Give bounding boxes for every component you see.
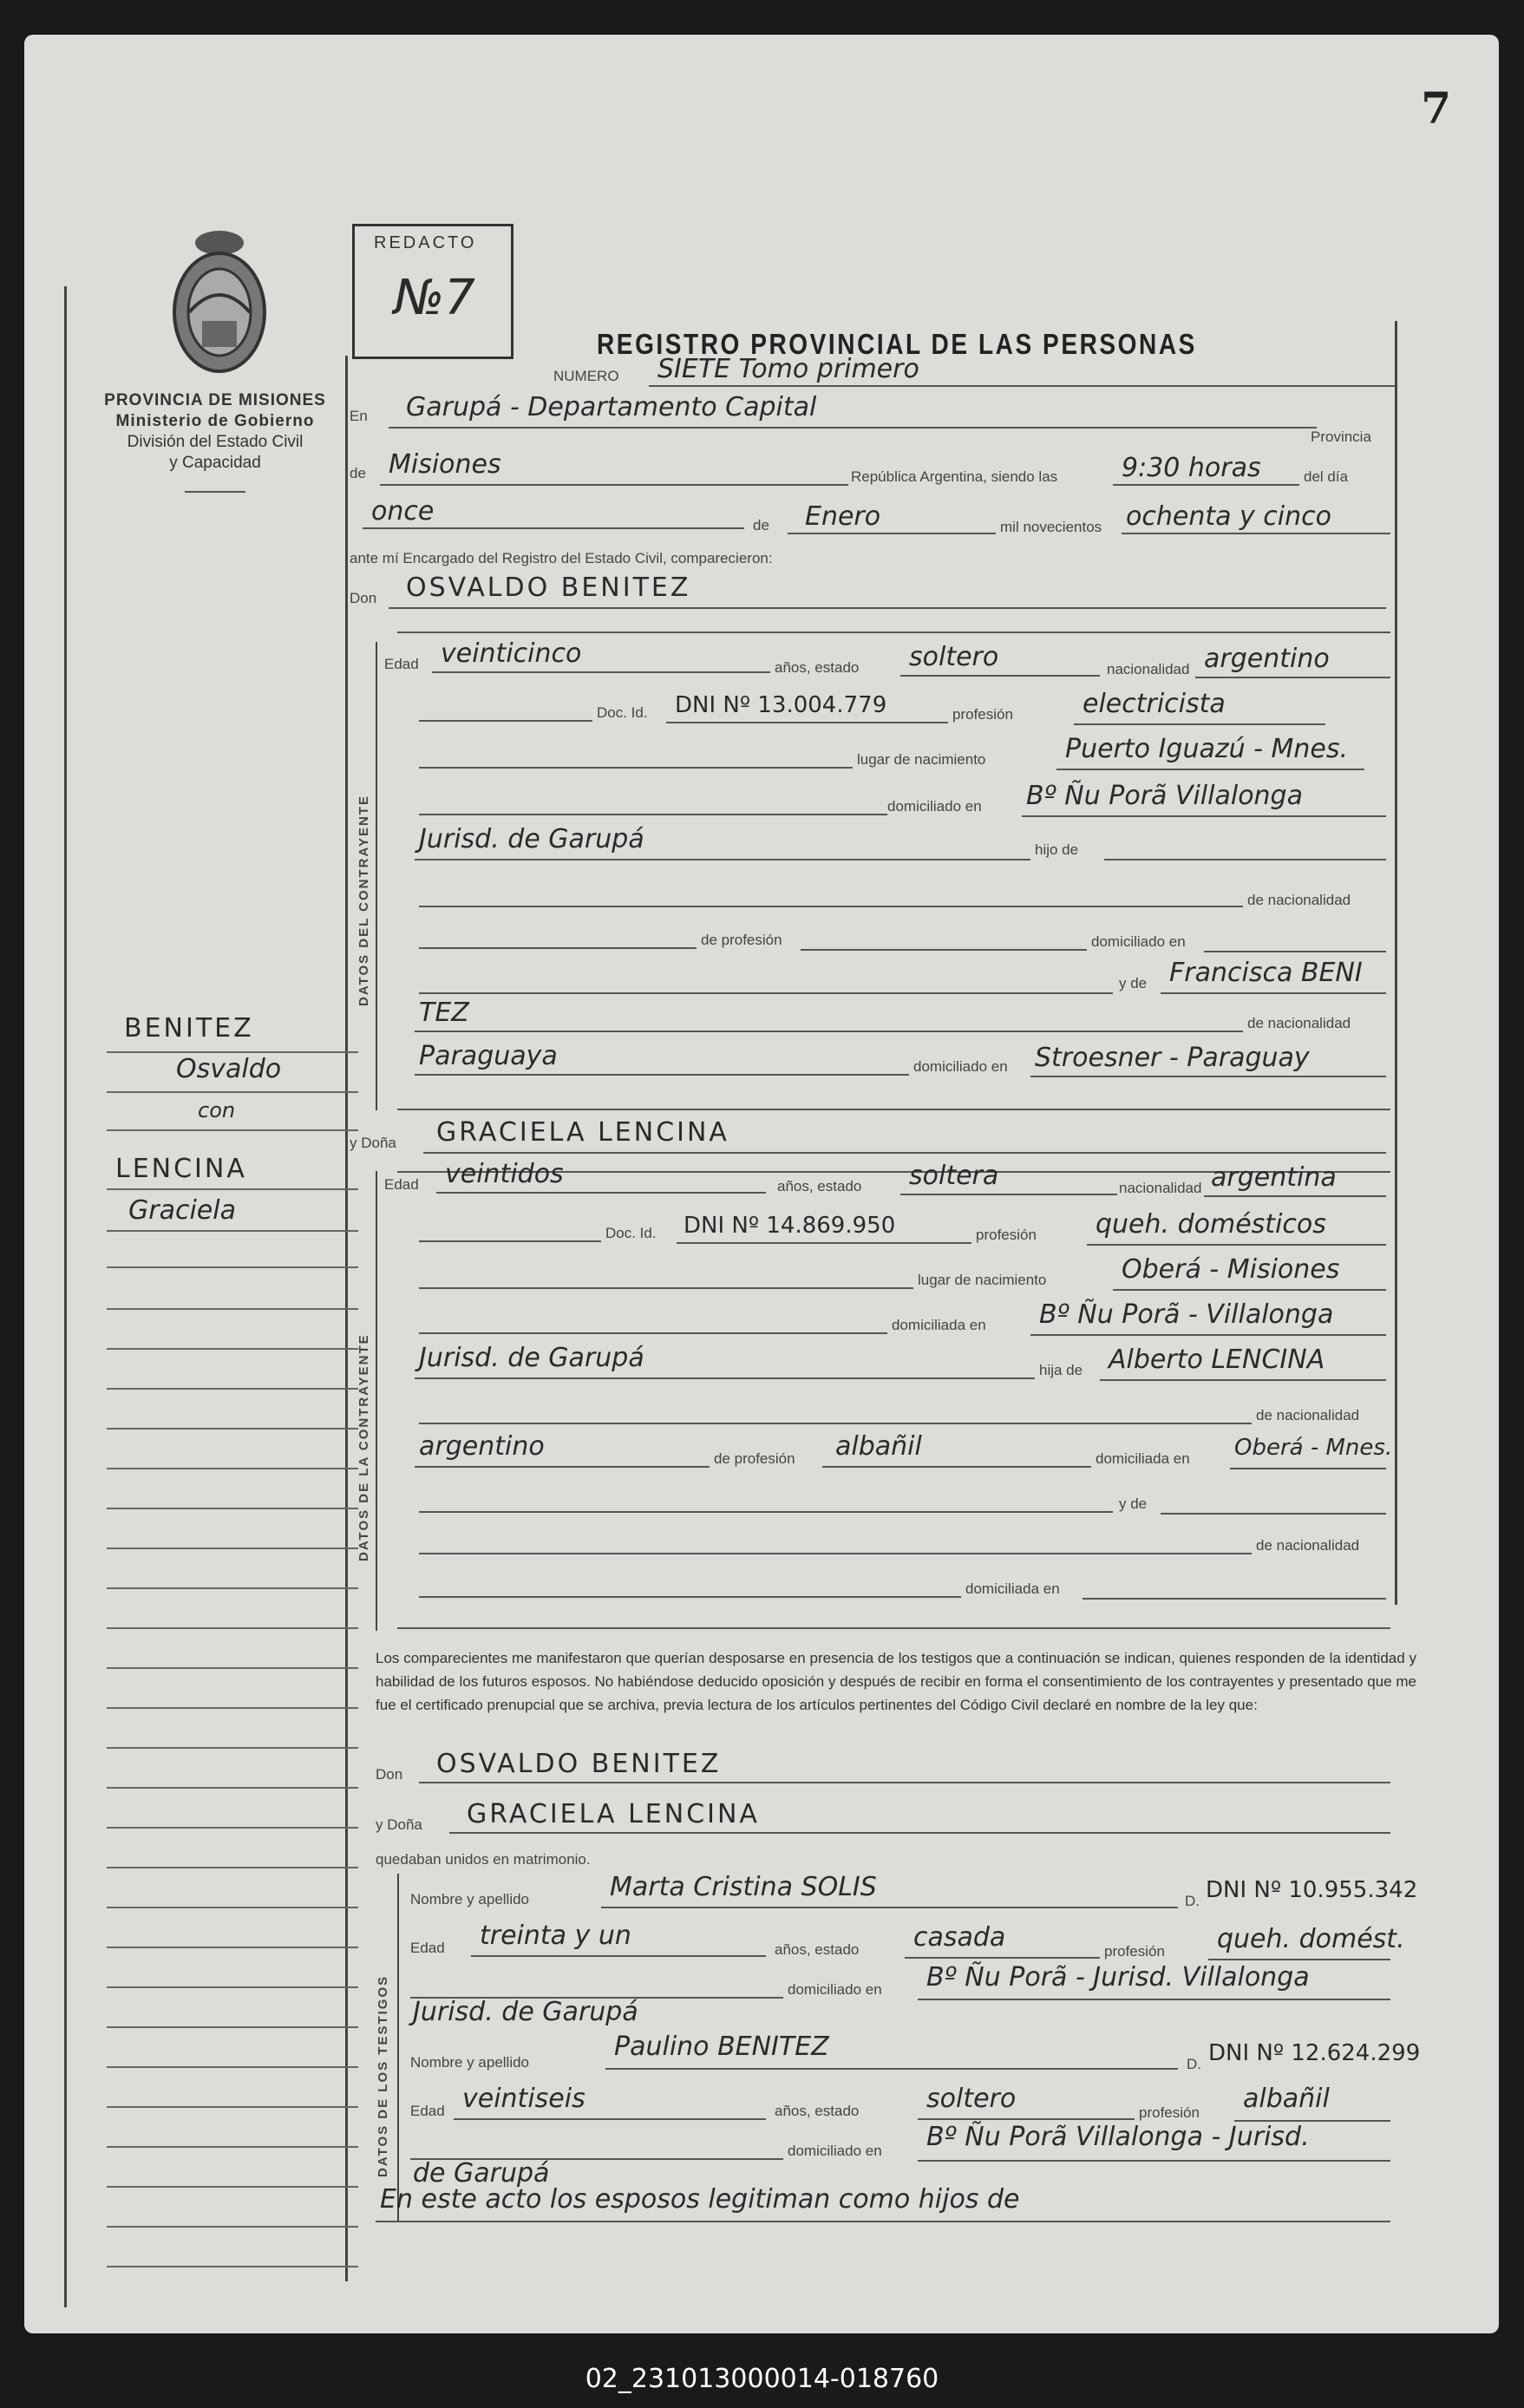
lugar-label: lugar de nacimiento — [857, 751, 986, 768]
madre-nac-value: Paraguaya — [419, 1041, 558, 1071]
margin-rule — [107, 1428, 358, 1430]
rule — [376, 2221, 1390, 2222]
redacto-label: REDACTO — [374, 233, 477, 252]
rule — [454, 2118, 766, 2120]
groom-side-label: DATOS DEL CONTRAYENTE — [356, 795, 371, 1006]
margin-name-1: Osvaldo — [176, 1054, 282, 1084]
dom3-label: domiciliada en — [892, 1317, 986, 1333]
margin-rule — [107, 1129, 358, 1131]
estado2-value: soltera — [909, 1161, 999, 1191]
lugar2-value: Oberá - Misiones — [1122, 1254, 1340, 1285]
provincia-label: Provincia — [1311, 429, 1371, 445]
estado-value: soltero — [909, 642, 999, 672]
org-header — [76, 390, 354, 493]
decl-dona-value: GRACIELA LENCINA — [467, 1799, 760, 1829]
margin-rule — [107, 1308, 358, 1310]
margin-rule — [107, 1827, 358, 1829]
t1-prof-label: profesión — [1104, 1943, 1165, 1960]
division-name: División del Estado Civil — [127, 433, 304, 451]
t2-prof-label: profesión — [1139, 2104, 1200, 2121]
margin-rule — [107, 1348, 358, 1350]
rule — [415, 1074, 909, 1076]
dom2-value: Jurisd. de Garupá — [419, 824, 644, 854]
don-label: Don — [350, 590, 377, 606]
anios-label: años, estado — [775, 659, 860, 676]
don-value: OSVALDO BENITEZ — [406, 573, 691, 603]
edad-value: veinticinco — [441, 638, 582, 669]
margin-rule — [107, 2066, 358, 2068]
unidos-text: quedaban unidos en matrimonio. — [376, 1851, 591, 1868]
de-nac2-label: de nacionalidad — [1247, 1015, 1351, 1031]
en-label: En — [350, 408, 368, 424]
margin-rule — [107, 1747, 358, 1749]
margin-surname-1: BENITEZ — [124, 1013, 254, 1044]
rule — [1113, 484, 1299, 486]
margin-rule — [107, 1388, 358, 1390]
margin-rule — [107, 2266, 358, 2267]
redacto-box — [352, 224, 513, 359]
rule — [788, 533, 996, 534]
padre-nac-value: argentino — [419, 1431, 545, 1462]
t2-name-label: Nombre y apellido — [410, 2054, 530, 2071]
rule — [1104, 859, 1386, 860]
edad2-value: veintidos — [445, 1159, 564, 1189]
rule — [419, 814, 887, 815]
dona-label: y Doña — [350, 1135, 396, 1151]
document-title: REGISTRO PROVINCIAL DE LAS PERSONAS — [597, 328, 1197, 360]
t1-estado-value: casada — [913, 1922, 1006, 1953]
t1-prof-value: queh. domést. — [1217, 1924, 1405, 1954]
margin-con: con — [198, 1098, 236, 1122]
t1-dom-label: domiciliado en — [788, 1981, 882, 1998]
margin-rule — [107, 1091, 358, 1093]
rule — [419, 1287, 913, 1289]
margin-rule — [107, 1907, 358, 1908]
y-de-label: y de — [1119, 975, 1148, 991]
rule — [415, 859, 1030, 860]
prof2-value: queh. domésticos — [1096, 1209, 1326, 1240]
margin-rule — [107, 1707, 358, 1709]
bride-side-label: DATOS DE LA CONTRAYENTE — [356, 1333, 371, 1561]
t1-anios-label: años, estado — [775, 1941, 860, 1958]
rule — [419, 1240, 601, 1242]
nac-label: nacionalidad — [1107, 661, 1190, 677]
t2-anios-label: años, estado — [775, 2103, 860, 2119]
doc-label: Doc. Id. — [597, 704, 648, 721]
rule — [419, 1423, 1252, 1424]
rule — [471, 1955, 766, 1957]
t1-doc-value: DNI Nº 10.955.342 — [1206, 1877, 1418, 1903]
rule — [1230, 1468, 1386, 1469]
margin-rule — [107, 1787, 358, 1789]
t2-name-value: Paulino BENITEZ — [614, 2032, 829, 2062]
ante-label: ante mí Encargado del Registro del Estado Civil, comparecieron: — [350, 550, 773, 566]
margin-rule — [107, 2146, 358, 2148]
madre-value: Francisca BENI — [1169, 958, 1363, 988]
de-prof3-label: de profesión — [714, 1450, 795, 1467]
dom-en4-label: domiciliada en — [965, 1580, 1060, 1597]
rule — [666, 722, 948, 723]
rule — [900, 1194, 1117, 1195]
numero-label: NUMERO — [553, 368, 619, 384]
margin-name-2: Graciela — [128, 1195, 236, 1226]
coat-of-arms-icon — [163, 226, 276, 382]
prof-value: electricista — [1082, 689, 1226, 719]
rule — [1161, 1513, 1386, 1515]
prof2-label: profesión — [976, 1227, 1037, 1243]
dom-en3-label: domiciliada en — [1096, 1450, 1190, 1467]
rule — [649, 385, 1395, 387]
de2-label: de — [753, 517, 769, 533]
doc2-label: Doc. Id. — [605, 1225, 657, 1241]
t2-edad-value: veintiseis — [462, 2084, 585, 2114]
declaration-text: Los comparecientes me manifestaron que querían desposarse en presencia de los testigos que a continuación se indican, quienes responden de la identidad y habilidad de los futuros esposos. No habiéndose deducido oposición y después de recibir en forma el consentimiento de los contrayentes y presentado que me fue el certificado prenupcial que se archiva, previa lectura de los artículos pertinentes del Código Civil declaré en nombre de la ley que: — [376, 1650, 1416, 1713]
rule — [605, 2068, 1178, 2070]
anio-value: ochenta y cinco — [1126, 501, 1331, 532]
nac-value: argentino — [1204, 644, 1330, 674]
dom-label: domiciliado en — [887, 798, 982, 815]
rule — [449, 1832, 1390, 1834]
dom-en2-label: domiciliado en — [913, 1058, 1008, 1075]
rule — [397, 631, 1390, 633]
rule — [601, 1907, 1178, 1908]
rule — [905, 1957, 1100, 1959]
margin-rule — [107, 1188, 358, 1190]
rule — [419, 1553, 1252, 1554]
de-value: Misiones — [389, 449, 501, 480]
en-value: Garupá - Departamento Capital — [406, 392, 817, 422]
de-nac-label: de nacionalidad — [1247, 892, 1351, 908]
t1-edad-label: Edad — [410, 1940, 445, 1956]
madre-dom-value: Stroesner - Paraguay — [1035, 1043, 1310, 1073]
mil-label: mil novecientos — [1000, 519, 1102, 535]
rule — [432, 671, 770, 673]
prof-label: profesión — [952, 706, 1013, 723]
dia-value: once — [371, 496, 435, 527]
rule — [1161, 992, 1386, 994]
page-number: 7 — [1421, 82, 1451, 134]
rule — [1082, 1598, 1386, 1600]
rule — [1056, 769, 1364, 770]
form-right-rule — [1395, 321, 1397, 1605]
t1-name-label: Nombre y apellido — [410, 1891, 530, 1907]
t1-edad-value: treinta y un — [480, 1921, 631, 1951]
lugar2-label: lugar de nacimiento — [918, 1272, 1047, 1288]
margin-rule — [107, 1947, 358, 1948]
rule — [415, 1031, 1243, 1032]
y-de2-label: y de — [1119, 1495, 1148, 1512]
redacto-mark: №7 — [394, 270, 475, 326]
de-label: de — [350, 465, 366, 481]
rule — [918, 1999, 1390, 2000]
margin-rule — [107, 2226, 358, 2228]
rule — [918, 2118, 1135, 2120]
rule — [1030, 1076, 1386, 1077]
anios2-label: años, estado — [777, 1178, 862, 1194]
margin-rule — [107, 1508, 358, 1509]
legitimation-note: En este acto los esposos legitiman como hijos de — [380, 2184, 1020, 2215]
rule — [419, 1782, 1390, 1783]
rule — [1113, 1289, 1386, 1291]
form-left-rule — [345, 356, 348, 2281]
rule — [363, 527, 744, 529]
rule — [1074, 723, 1325, 725]
margin-rule — [107, 1230, 358, 1232]
margin-rule — [107, 1548, 358, 1549]
t2-dom-label: domiciliado en — [788, 2143, 882, 2159]
t2-doc-label: D. — [1187, 2056, 1201, 2072]
rule — [918, 2160, 1390, 2162]
ministry-name: Ministerio de Gobierno — [115, 412, 315, 430]
rule — [419, 906, 1243, 907]
doc2-value: DNI Nº 14.869.950 — [684, 1213, 896, 1239]
rule — [419, 1596, 961, 1598]
capacity-name: y Capacidad — [169, 454, 261, 472]
rule — [1087, 1244, 1386, 1246]
rule — [1022, 815, 1386, 817]
rule — [419, 767, 853, 769]
rule — [1100, 1379, 1386, 1381]
t1-dom-value: Bº Ñu Porã - Jurisd. Villalonga — [926, 1962, 1310, 1992]
nac2-value: argentina — [1211, 1162, 1337, 1193]
t1-doc-label: D. — [1185, 1893, 1200, 1909]
rule — [419, 720, 592, 722]
witness-box-rule — [397, 1874, 399, 2221]
rule — [423, 1152, 1386, 1154]
rule — [415, 1377, 1035, 1379]
edad2-label: Edad — [384, 1176, 419, 1193]
numero-value: SIETE Tomo primero — [657, 354, 919, 384]
de-nac3-label: de nacionalidad — [1256, 1407, 1360, 1423]
hija-label: hija de — [1039, 1362, 1083, 1378]
rule — [900, 675, 1100, 677]
margin-rule — [107, 1867, 358, 1868]
rule — [397, 1627, 1390, 1629]
t2-prof-value: albañil — [1243, 2084, 1330, 2114]
dom3-value: Bº Ñu Porã - Villalonga — [1039, 1299, 1334, 1330]
rule — [677, 1242, 971, 1244]
decl-dona-label: y Doña — [376, 1816, 422, 1833]
margin-rule — [107, 1266, 358, 1268]
rule — [436, 1192, 766, 1194]
rule — [1122, 533, 1390, 534]
rule — [419, 992, 1113, 994]
margin-rule — [107, 1986, 358, 1988]
divider — [185, 491, 245, 493]
de-nac4-label: de nacionalidad — [1256, 1537, 1360, 1554]
madre2-value: TEZ — [419, 998, 469, 1028]
margin-rule — [107, 1051, 358, 1053]
rule — [389, 427, 1317, 429]
groom-box-rule — [376, 642, 377, 1110]
t2-doc-value: DNI Nº 12.624.299 — [1208, 2040, 1421, 2066]
margin-surname-2: LENCINA — [115, 1154, 247, 1184]
t2-dom2-value: de Garupá — [413, 2158, 550, 2189]
lugar-value: Puerto Iguazú - Mnes. — [1065, 734, 1349, 764]
image-id: 02_231013000014-018760 — [585, 2364, 939, 2394]
t1-name-value: Marta Cristina SOLIS — [610, 1872, 877, 1902]
rule — [419, 947, 697, 949]
dona-value: GRACIELA LENCINA — [436, 1117, 729, 1148]
margin-rule — [107, 1468, 358, 1469]
doc-value: DNI Nº 13.004.779 — [675, 692, 887, 718]
edad-label: Edad — [384, 656, 419, 672]
rule — [822, 1466, 1091, 1468]
rule — [419, 1332, 887, 1334]
margin-rule — [107, 2106, 358, 2108]
rule — [415, 1466, 710, 1468]
t1-dom2-value: Jurisd. de Garupá — [413, 1997, 638, 2027]
t2-estado-value: soltero — [926, 2084, 1017, 2114]
dom-en-label: domiciliado en — [1091, 933, 1186, 950]
decl-don-label: Don — [376, 1766, 403, 1783]
margin-rule — [107, 1627, 358, 1629]
hijo-label: hijo de — [1035, 841, 1079, 858]
rule — [1030, 1334, 1386, 1336]
republica-label: República Argentina, siendo las — [851, 468, 1058, 485]
decl-don-value: OSVALDO BENITEZ — [436, 1749, 722, 1779]
margin-rule — [107, 2026, 358, 2028]
margin-rule — [107, 1587, 358, 1589]
mes-value: Enero — [805, 501, 881, 532]
t2-dom-value: Bº Ñu Porã Villalonga - Jurisd. — [926, 2122, 1310, 2152]
rule — [1208, 1959, 1390, 1960]
padre-value: Alberto LENCINA — [1109, 1345, 1325, 1375]
rule — [380, 484, 848, 486]
province-name: PROVINCIA DE MISIONES — [104, 391, 326, 409]
margin-rule — [107, 2186, 358, 2188]
hora-value: 9:30 horas — [1122, 453, 1261, 483]
rule — [1204, 951, 1386, 952]
rule — [1195, 677, 1390, 678]
rule — [801, 949, 1087, 951]
t2-edad-label: Edad — [410, 2103, 445, 2119]
padre-dom-value: Oberá - Mnes. — [1234, 1435, 1393, 1461]
del-dia-label: del día — [1304, 468, 1349, 485]
rule — [419, 1511, 1113, 1513]
dom-value: Bº Ñu Porã Villalonga — [1026, 781, 1303, 811]
rule — [389, 607, 1386, 609]
padre-prof-value: albañil — [835, 1431, 922, 1462]
nac2-label: nacionalidad — [1119, 1180, 1202, 1196]
register-page — [24, 35, 1499, 2333]
dom4-value: Jurisd. de Garupá — [419, 1343, 644, 1373]
rule — [1204, 1195, 1386, 1197]
margin-rule — [107, 1667, 358, 1669]
left-margin-rule — [64, 286, 67, 2307]
bride-box-rule — [376, 1171, 377, 1631]
de-prof-label: de profesión — [701, 932, 782, 948]
witness-side-label: DATOS DE LOS TESTIGOS — [376, 1974, 390, 2177]
rule — [397, 1109, 1390, 1110]
